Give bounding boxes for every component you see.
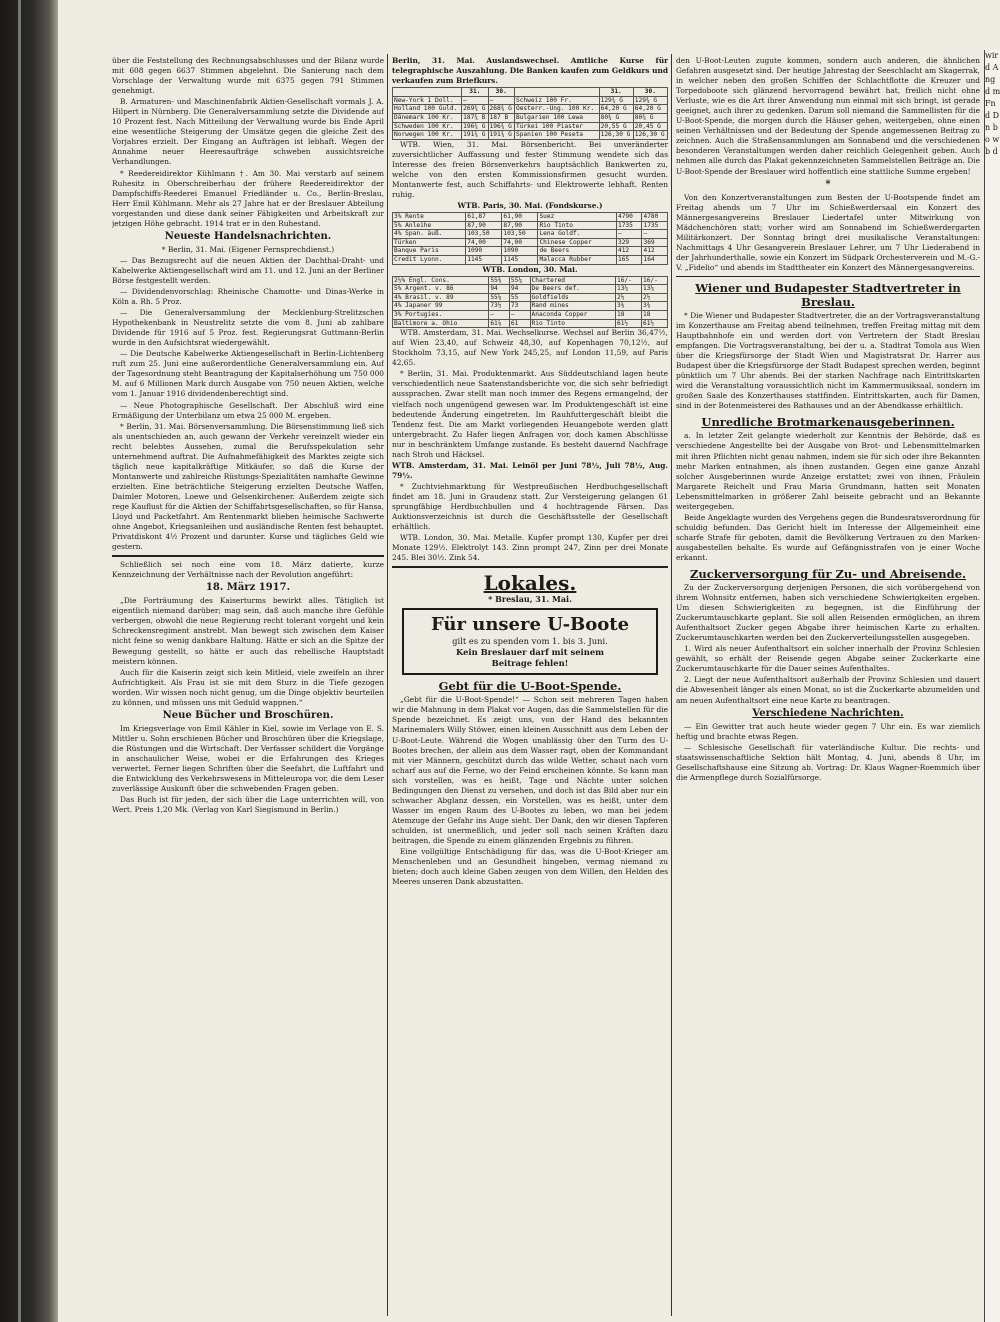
article-text: * Berlin, 31. Mai. Börsenversammlung. Die Börsenstimmung ließ sich als unentschieden an, auch gewann der Verkehr vereinzelt wieder ein recht belebtes Aussehen, zumal die Berufsspekulation sehr unternehmend auftrat. Die Aufnahmefähigkeit des Marktes zeigte sich täglich neue kapitalkräftige Mitkäufer, so daß die Kurse der Montanwerte und zahlreiche Rüstungs-Spezialitäten namhafte Gewinne erzielten. Eine beträchtliche Steigerung erzielten Deutsche Waffen, Daimler Motoren, Loewe und Gelsenkirchener. Außerdem zeigte sich rege Kauflust für die Aktien der Schiffahrtsgesellschaften, so für Hansa, Lloyd und Packetfahrt. Am Rentenmarkt blieben heimische Sachwerte ohne Angebot, Kriegsanleihen und ausländische Renten fest behauptet. Privatdiskont 4½ Prozent und darunter. Kurse und tägliches Geld wie gestern. xyxy=(112,421,384,552)
table-cell: 268¾ G xyxy=(488,105,514,114)
table-cell: 187¾ B xyxy=(462,113,488,122)
table-caption: WTB. Paris, 30. Mai. (Fondskurse.) xyxy=(457,200,603,210)
section-title-lokales: Lokales. xyxy=(483,571,577,596)
table-cell: 191¾ G xyxy=(488,131,514,140)
table-cell: Anaconda Copper xyxy=(530,311,615,320)
article-text: — Die Deutsche Kabelwerke Aktiengesellschaft in Berlin-Lichtenberg ruft zum 25. Juni eine außerordentliche Generalversammlung ein. Auf der Tagesordnung steht Beantragung der Kapitalserhöhung um 750 000 M. auf 6 Millionen Mark durch Ausgabe von 750 neuen Aktien, welche vom 1. Januar 1916 dividendenberechtigt sind. xyxy=(112,349,384,399)
box-line: gilt es zu spenden vom 1. bis 3. Juni. xyxy=(452,636,608,647)
table-cell: 103,50 xyxy=(466,230,502,239)
table-cell: 55¼ xyxy=(489,293,510,302)
table-cell: 20,55 G xyxy=(599,122,633,131)
table-cell: 20,45 G xyxy=(633,122,667,131)
table-cell: 4% Span. äuß. xyxy=(393,230,466,239)
edge-text: wird Ang d m Fn d D n bo w b d xyxy=(985,51,1000,156)
table-cell: 61½ xyxy=(615,319,641,328)
article-text: * Die Wiener und Budapester Stadtvertreter, die an der Vortragsveranstaltung im Konzerthause am Freitag abend teilnehmen, treffen Freitag mittag mit dem Hauptbahnhofe ein und werden dort von Vertretern der Stadt Breslau empfangen. Die Vortragsveranstaltung, bei der u. a. Stadtrat Tomola aus Wien über die Kriegsfürsorge der Stadt Wien und Magistratsrat Dr. Harrer aus Budapest über die Kriegsfürsorge der Stadt Budapest sprechen werden, beginnt pünktlich um 7 Uhr abends. Bei der starken Nachfrage nach Eintrittskarten wird die Veranstaltung voraussichtlich nicht im Kammermusiksaal, sondern im großen Saale des Konzerthauses stattfinden. Eintrittskarten, auch für Damen, sind in der Botenmeisterei des Rathauses und an der Abendkasse erhältlich. xyxy=(676,310,980,411)
exchange-rate-table xyxy=(392,87,668,140)
table-cell: 61,90 xyxy=(502,213,538,222)
paris-row xyxy=(393,213,668,222)
table-cell: 196¾ G xyxy=(462,122,488,131)
article-text: * Berlin, 31. Mai. Produktenmarkt. Aus Süddeutschland lagen heute verschiedentlich neue Saatenstandsberichte vor, die sich sehr befriedigt aussprachen. Zwar stellt man noch immer des Regens ermangelnd, der vielfach noch ungenügend gewesen war. Im Produktengeschäft ist eine bedeutende Änderung eingetreten. Im Rauhfuttergeschäft bleibt die Tendenz fest. Die am Markt vorliegenden Heuangebote werden glatt untergebracht. Zu Hafer liegen Anfragen vor, doch kamen Abschlüsse nur in beschränktem Umfange zustande. Es besteht dauernd Nachfrage nach Stroh und Häcksel. xyxy=(392,369,668,459)
table-cell: 55 xyxy=(509,293,530,302)
paris-row xyxy=(393,238,668,247)
article-text: den U-Boot-Leuten zugute kommen, sondern auch anderen, die ähnlichen Gefahren ausgesetzt sind. Der heutige Jahrestag der Seeschlacht am Skagerrak, in welcher neben den großen Schiffen der Schlachtflotte die Kreuzer und Torpedoboote sich glänzend hervorragend bewährt hat, freilich nicht ohne Verluste, wie es die Art ihrer Anwendung nun einmal mit sich bringt, ist gerade geeignet, auch ihrer zu gedenken. Darum soll niemand die Sammellisten für die U-Boot-Spende, die morgen durch die Häuser gehen, weitergeben, ohne einen seinen Verhältnissen und der Bedeutung der Spende angemessenen Beitrag zu zeichnen. Auch die Straßensammlungen am Sonnabend und die verschiedenen besonderen Veranstaltungen werden daher reichlich Gelegenheit geben. Auch nehmen alle durch das Plakat gekennzeichneten Sammelstellen Beiträge an. Die U-Boot-Spende der Breslauer wird hoffentlich eine stattliche Summe ergeben! xyxy=(676,56,980,176)
table-cell: Dänemark 100 Kr. xyxy=(393,113,462,122)
table-cell: 129¾ G xyxy=(599,96,633,105)
box-title: Für unsere U-Boote xyxy=(430,614,630,636)
london-row xyxy=(393,319,668,328)
column-rule-2 xyxy=(671,54,672,1316)
article-text: WTB. Wien, 31. Mai. Börsenbericht. Bei unveränderter zuversichtlicher Auffassung und fester Stimmung wendete sich das Interesse des freien Börsenverkehrs hauptsächlich Bankwerten zu, welche von den ersten Kommissionsfirmen gesucht wurden. Montanwerte fest, auch Schiffahrts- und Elektrowerte lebhaft. Renten ruhig. xyxy=(392,139,668,199)
article-text: 2. Liegt der neue Aufenthaltsort außerhalb der Provinz Schlesien und dauert die Abwesenheit länger als einen Monat, so ist die Zuckerkarte abzumelden und am neuen Aufenthaltsort eine neue Karte zu beantragen. xyxy=(676,675,980,705)
column-1 xyxy=(112,56,384,1316)
table-cell: 187 B xyxy=(488,113,514,122)
table-cell: Chinese Copper xyxy=(538,238,617,247)
table-cell: 1090 xyxy=(502,247,538,256)
book-binding-gutter xyxy=(0,0,58,1322)
table-cell: 16/- xyxy=(641,276,667,285)
table-cell: 87,90 xyxy=(466,221,502,230)
london-row xyxy=(393,311,668,320)
table-cell: Holland 100 Guld. xyxy=(393,105,462,114)
table-cell: 129¾ G xyxy=(633,96,667,105)
table-cell: 126,30 G xyxy=(599,131,633,140)
article-text: * Reedereidirektor Kühlmann †. Am 30. Mai verstarb auf seinem Ruhesitz in Oberschreiberhau der frühere Reedereidirektor der Dampfschiffs-Reederei Emanuel Friedländer u. Co., Berlin-Breslau, Herr Emil Kühlmann. Mehr als 27 Jahre hat er der Breslauer Abteilung vorgestanden und diese dank seiner Fähigkeiten und Arbeitskraft zur jetzigen Höhe gebracht. 1914 trat er in den Ruhestand. xyxy=(112,168,384,228)
article-text: a. In letzter Zeit gelangte wiederholt zur Kenntnis der Behörde, daß es verschiedene Angestellte bei der Ausgabe von Brot- und Lebensmittelmarken mit ihren Pflichten nicht genau nahmen, indem sie für sich oder ihre Bekannten mehr Marken entnahmen, als ihnen zustanden. Gegen eine ganze Anzahl solcher Ausgeberinnen wurde Anzeige erstattet; zwei von ihnen, Fräulein Margarete Reichelt und Frau Maria Grundmann, hatten seit Monaten Lebensmittelmarken in größerer Zahl beiseite gebracht und an Bekannte weitergegeben. xyxy=(676,431,980,511)
section-heading: Wiener und Budapester Stadtvertreter in Breslau. xyxy=(695,280,961,309)
table-header-cell: 30. xyxy=(488,88,514,97)
article-text: Auch für die Kaiserin zeigt sich kein Mitleid, viele zweifeln an ihrer Aufrichtigkeit. Als Frau ist sie mit dem Sturz in die Tiefe gezogen worden. Wir wissen noch nicht genug, um die Dinge objektiv beurteilen zu können, und müssen uns mit Geduld wappnen.“ xyxy=(112,667,384,707)
article-text: Zu der Zuckerversorgung derjenigen Personen, die sich vorübergehend von ihrem Wohnsitz entfernen, haben sich verschiedene Schwierigkeiten ergeben. Um diesen Schwierigkeiten zu begegnen, ist die Einführung der Zuckerumtauschkarte geplant. Sie soll allen Reisenden ermöglichen, an ihrem Aufenthaltsort Zucker gegen Abgabe ihrer heimischen Karte zu erhalten. Zuckerumtauschkarten werden bei den Zuckerverteilungsstellen ausgegeben. xyxy=(676,583,980,643)
table-cell: 3⅜ xyxy=(615,302,641,311)
table-cell: Schweiz 100 Fr. xyxy=(514,96,599,105)
article-text: Berlin, 31. Mai. Auslandswechsel. Amtliche Kurse für telegraphische Auszahlung. Die Banken kaufen zum Geldkurs und verkaufen zum Briefkurs. xyxy=(392,56,668,86)
exchange-row xyxy=(393,122,668,131)
article-text: B. Armaturen- und Maschinenfabrik Aktien-Gesellschaft vormals J. A. Hilpert in Nürnberg. Die Generalversammlung setzte die Dividende auf 10 Prozent fest. Nach Mitteilung der Verwaltung wurde bis Ende April eine wesentliche Steigerung der Umsätze gegen die gleiche Zeit des Vorjahres erzielt. Der Eingang an Aufträgen ist lebhaft. Wegen der Annahme neuer Heeresaufträge schweben aussichtsreiche Verhandlungen. xyxy=(112,97,384,167)
section-heading: Neueste Handelsnachrichten. xyxy=(164,230,332,242)
divider xyxy=(112,555,384,557)
table-cell: Rio Tinto xyxy=(538,221,617,230)
table-cell: 80¾ G xyxy=(599,113,633,122)
table-cell: 412 xyxy=(616,247,641,256)
table-cell: 103,50 xyxy=(502,230,538,239)
article-text: — Ein Gewitter trat auch heute wieder gegen 7 Uhr ein. Es war ziemlich heftig und brachte etwas Regen. xyxy=(676,721,980,741)
article-text: Das Buch ist für jeden, der sich über die Lage unterrichten will, von Wert. Preis 1,20 Mk. (Verlag von Karl Siegismund in Berlin.) xyxy=(112,795,384,815)
table-cell: 3⅜ xyxy=(641,302,667,311)
table-cell: Credit Lyonn. xyxy=(393,256,466,265)
article-text: — Das Bezugsrecht auf die neuen Aktien der Dachthal-Draht- und Kabelwerke Aktiengesellschaft wird am 11. und 12. Juni an der Berliner Börse festgestellt werden. xyxy=(112,255,384,285)
table-cell: 64,20 G xyxy=(633,105,667,114)
table-cell: 5% Anleihe xyxy=(393,221,466,230)
london-row xyxy=(393,293,668,302)
article-text: — Die Generalversammlung der Mecklenburg-Strelitzschen Hypothekenbank in Neustrelitz setzte die vom 8. Juni ab zahlbare Dividende für 1916 auf 5 Proz. fest. Regierungsrat Guttmann-Berlin wurde in den Aufsichtsrat wiedergewählt. xyxy=(112,308,384,348)
box-line: Beitrage fehlen! xyxy=(491,658,569,669)
table-cell: 13¼ xyxy=(641,285,667,294)
exchange-row xyxy=(393,96,668,105)
table-cell: — xyxy=(488,96,514,105)
table-cell: 1145 xyxy=(502,256,538,265)
table-cell: Rand mines xyxy=(530,302,615,311)
table-cell: 94 xyxy=(489,285,510,294)
table-header-cell: 31. xyxy=(462,88,488,97)
table-cell: 18 xyxy=(641,311,667,320)
table-cell: 61,87 xyxy=(466,213,502,222)
table-cell: Suez xyxy=(538,213,617,222)
table-cell: 5% Argent. v. 86 xyxy=(393,285,489,294)
table-cell: 4790 xyxy=(616,213,641,222)
table-cell: 80¾ G xyxy=(633,113,667,122)
table-cell: Rio Tinto xyxy=(530,319,615,328)
table-cell: Türken xyxy=(393,238,466,247)
table-cell: 2½ xyxy=(615,293,641,302)
section-heading: Unredliche Brotmarkenausgeberinnen. xyxy=(701,415,955,430)
table-cell: 1735 xyxy=(642,221,668,230)
table-cell: — xyxy=(462,96,488,105)
dateline: * Berlin, 31. Mai. (Eigener Fernsprechdienst.) xyxy=(161,244,335,254)
article-text: — Dividendenvorschlag: Rheinische Chamotte- und Dinas-Werke in Köln a. Rh. 5 Proz. xyxy=(112,286,384,307)
table-cell: 61⅞ xyxy=(489,319,510,328)
table-cell: 3% Rente xyxy=(393,213,466,222)
table-header-cell: 30. xyxy=(633,88,667,97)
table-cell: Banque Paris xyxy=(393,247,466,256)
london-quotes-table xyxy=(392,276,668,329)
table-cell: 412 xyxy=(642,247,668,256)
article-text: WTB. Amsterdam, 31. Mai. Leinöl per Juni 78½, Juli 78½, Aug. 79½. xyxy=(392,460,668,480)
section-heading: Zuckerversorgung für Zu- und Abreisende. xyxy=(689,567,967,582)
table-cell: — xyxy=(642,230,668,239)
article-text: * Zuchtviehmarktung für Westpreußischen Herdbuchgesellschaft findet am 18. Juni in Graudenz statt. Zur Versteigerung gelangen 61 sprungfähige Herdbuchbullen und 4 hochtragende Färsen. Das Auktionsverzeichnis ist durch die Geschäftsstelle der Gesellschaft erhältlich. xyxy=(392,481,668,532)
london-row xyxy=(393,276,668,285)
table-cell: de Beers xyxy=(538,247,617,256)
article-text: „Gebt für die U-Boot-Spende!“ — Schon seit mehreren Tagen haben wir die Mahnung in dem Plakat vor Augen, das die Sammelstellen für die Spende bezeichnet. Es zeigt uns, von der Hand des bekannten Marinemalers Willy Stöwer, einen kleinen Ausschnitt aus dem Leben der U-Boot-Leute. Während die Wogen unablässig über den Turm des U-Bootes brechen, der allein aus dem Wasser ragt, oben der Kommandant mit vier Männern, geschützt durch das wilde Wetter, schaut nach vorn scharf aus auf die Ferne, wo der Feind erscheinen könnte. So kann man sich vorstellen, was es heißt, Tage und Nächte unter solchen Bedingungen den Dienst zu versehen, und doch ist das Bild aber nur ein schwacher Abglanz dessen, ein Vorstellen, was es heißt, unter dem Wasser im engen Raum des U-Bootes zu leben, wo man bei jedem Atemzuge der Gefahr ins Auge sieht. Der Dank, den wir diesen Tapferen schulden, ist unermeßlich, und jeder soll nach seinen Kräften dazu beitragen, die Spende zu einem glänzenden Ergebnis zu führen. xyxy=(392,695,668,845)
table-cell: Norwegen 100 Kr. xyxy=(393,131,462,140)
exchange-row xyxy=(393,105,668,114)
table-cell: 2½ xyxy=(641,293,667,302)
column-2 xyxy=(392,56,668,1316)
article-text: Eine vollgültige Entschädigung für das, was die U-Boot-Krieger am Menschenleben und an Gesundheit hingeben, vermag niemand zu bieten; doch auch kleine Gaben zeugen von dem Willen, den Helden des Meeres unseren Dank abzustatten. xyxy=(392,847,668,887)
table-cell: 369 xyxy=(642,238,668,247)
section-heading: Verschiedene Nachrichten. xyxy=(752,707,904,719)
table-cell: 3% Portugies. xyxy=(393,311,489,320)
table-caption: WTB. London, 30. Mai. xyxy=(482,264,578,274)
table-cell: 18 xyxy=(615,311,641,320)
article-text: Im Kriegsverlage von Emil Kähler in Kiel, sowie im Verlage von E. S. Mittler u. Sohn erschienen Bücher und Broschüren über die Kriegslage, die Rüstungen und die Wirtschaft. Der Verfasser schildert die Vorgänge in anschaulicher Weise, wobei er die Erfahrungen des Krieges verwertet. Ferner liegen Schriften über die Seefahrt, die Luftfahrt und die Entwicklung des Verkehrswesens in Mitteleuropa vor, die dem Leser zuverlässige Auskunft über die schwebenden Fragen geben. xyxy=(112,723,384,794)
table-header-cell xyxy=(514,88,599,97)
table-header-cell xyxy=(393,88,462,97)
table-cell: — xyxy=(616,230,641,239)
exchange-row xyxy=(393,131,668,140)
table-cell: 4780 xyxy=(642,213,668,222)
dateline: * Breslau, 31. Mai. xyxy=(488,594,572,605)
table-cell: 61½ xyxy=(641,319,667,328)
table-cell: Baltimore a. Ohio xyxy=(393,319,489,328)
box-line: Kein Breslauer darf mit seinem xyxy=(455,647,605,658)
paris-row xyxy=(393,256,668,265)
table-cell: 164 xyxy=(642,256,668,265)
table-cell: Schweden 100 Kr. xyxy=(393,122,462,131)
table-cell: De Beers def. xyxy=(530,285,615,294)
article-text: — Schlesische Gesellschaft für vaterländische Kultur. Die rechts- und staatswissenschaftliche Sektion hält Montag, 4. Juni, abends 8 Uhr, im Gesellschaftshause eine Sitzung ab. Vortrag: Dr. Klaus Wagner-Roemmich über die Armenpflege durch Sozialfürsorge. xyxy=(676,742,980,782)
paris-row xyxy=(393,230,668,239)
table-cell: 4% Brasil. v. 89 xyxy=(393,293,489,302)
table-cell: 126,30 G xyxy=(633,131,667,140)
article-text: 1. Wird als neuer Aufenthaltsort ein solcher innerhalb der Provinz Schlesien gewählt, so erhält der Reisende gegen Abgabe seiner Zuckerkarte eine Zuckerumtauschkarte für die Dauer seines Aufenthaltes. xyxy=(676,644,980,674)
table-cell: 1145 xyxy=(466,256,502,265)
table-cell: 329 xyxy=(616,238,641,247)
table-cell: 1735 xyxy=(616,221,641,230)
table-cell: Malacca Rubber xyxy=(538,256,617,265)
table-cell: 73½ xyxy=(489,302,510,311)
exchange-row xyxy=(393,113,668,122)
article-text: — Neue Photographische Gesellschaft. Der Abschluß wird eine Ermäßigung der Unterbilanz um etwa 25 000 M. ergeben. xyxy=(112,400,384,420)
table-cell: 1090 xyxy=(466,247,502,256)
table-cell: 13¼ xyxy=(615,285,641,294)
table-cell: 61 xyxy=(509,319,530,328)
table-cell: 16/- xyxy=(615,276,641,285)
table-cell: 55⅜ xyxy=(489,276,510,285)
table-cell: 87,90 xyxy=(502,221,538,230)
article-text: Von den Konzertveranstaltungen zum Besten der U-Bootspende findet am Freitag abends um 7 Uhr im Schießwerdersaal ein Konzert des Männergesangvereins Breslauer Liedertafel unter Mitwirkung von Mädchenchören statt; vorher wird am Sonnabend im Schießwerdergarten Militärkonzert. Der Sonntag bringt drei musikalische Veranstaltungen: Nachmittags 4 Uhr Gesangverein Breslauer Lehrer, um 7 Uhr Liederabend in der Jahrhunderthalle, sowie ein Konzert im Südpark Orchesterverein und M.-G.-V. „Fidelio“ und abends im Stadttheater ein Konzert des Männergesangvereins. xyxy=(676,192,980,272)
dateline: 18. März 1917. xyxy=(205,582,291,594)
table-cell: Türkei 100 Piaster xyxy=(514,122,599,131)
column-3 xyxy=(676,56,980,1316)
table-cell: 165 xyxy=(616,256,641,265)
table-cell: New-York 1 Doll. xyxy=(393,96,462,105)
table-header-cell: 31. xyxy=(599,88,633,97)
article-text: über die Feststellung des Rechnungsabschlusses und der Bilanz wurde mit 608 gegen 6637 Stimmen abgelehnt. Die Sanierung nach dem Vorschlage der Verwaltung wurde mit 6375 gegen 791 Stimmen genehmigt. xyxy=(112,56,384,96)
table-cell: — xyxy=(509,311,530,320)
column-rule-1 xyxy=(387,54,388,1316)
table-cell: 73 xyxy=(509,302,530,311)
table-cell: Lena Goldf. xyxy=(538,230,617,239)
table-cell: Chartered xyxy=(530,276,615,285)
asterisk-divider: * xyxy=(825,178,831,190)
article-text: WTB. London, 30. Mai. Metalle. Kupfer prompt 130, Kupfer per drei Monate 129½. Elektrolyt 143. Zinn prompt 247, Zinn per drei Monate 245. Blei 30½. Zink 54. xyxy=(392,533,668,563)
london-row xyxy=(393,285,668,294)
table-cell: 4% Japaner 99 xyxy=(393,302,489,311)
table-cell: 94 xyxy=(509,285,530,294)
table-cell: Goldfields xyxy=(530,293,615,302)
table-cell: 191¾ G xyxy=(462,131,488,140)
table-cell: — xyxy=(489,311,510,320)
table-cell: 55¼ xyxy=(509,276,530,285)
article-text: Schließlich sei noch eine vom 18. März datierte, kurze Kennzeichnung der Verhältnisse nach der Revolution angeführt: xyxy=(112,560,384,580)
next-page-edge xyxy=(984,50,1000,1322)
table-cell: 64,20 G xyxy=(599,105,633,114)
table-cell: Bulgarien 100 Lewa xyxy=(514,113,599,122)
paris-quotes-table xyxy=(392,212,668,265)
london-row xyxy=(393,302,668,311)
paris-row xyxy=(393,221,668,230)
table-cell: 196¾ G xyxy=(488,122,514,131)
table-cell: 269¾ G xyxy=(462,105,488,114)
section-heading: Gebt für die U-Boot-Spende. xyxy=(438,679,622,694)
table-cell: 74,00 xyxy=(502,238,538,247)
section-heading: Neue Bücher und Broschüren. xyxy=(162,709,334,721)
paris-row xyxy=(393,247,668,256)
table-cell: 74,00 xyxy=(466,238,502,247)
article-text: WTB. Amsterdam, 31. Mai. Wechselkurse. Wechsel auf Berlin 36,47½, auf Wien 23,40, auf Schweiz 48,30, auf Kopenhagen 70,12½, auf Stockholm 73,15, auf New York 245,25, auf London 11,59, auf Paris 42,65. xyxy=(392,328,668,368)
table-cell: 2½% Engl. Cons. xyxy=(393,276,489,285)
article-text: „Die Forträumung des Kaiserturms bewirkt alles. Tätiglich ist eigentlich niemand darüber; mag sein, daß auch manche ihre Gefühle verbergen, obwohl die neue Regierung recht tolerant vorgeht und kein Schreckensregiment anstrebt. Man bewegt sich zwischen dem Kaiser nicht feine so wenig dankbare Haltung. Hätte er sich an die Spitze der Bewegung gestellt, so hätte er auch das rebellische Hauptstadt meistern können. xyxy=(112,596,384,666)
table-cell: Oesterr.-Ung. 100 Kr. xyxy=(514,105,599,114)
article-text: Beide Angeklagte wurden des Vergehens gegen die Bundesratsverordnung für schuldig befunden. Das Gericht hielt im Interesse der Allgemeinheit eine scharfe Strafe für geboten, damit die Bevölkerung Vertrauen zu den Marken-ausgabestellen behalte. Es wurde auf Gefängnisstrafen von je einer Woche erkannt. xyxy=(676,512,980,562)
table-cell: Spanien 100 Peseta xyxy=(514,131,599,140)
u-boot-donation-box xyxy=(402,608,658,675)
divider xyxy=(676,276,980,277)
divider xyxy=(392,566,668,568)
